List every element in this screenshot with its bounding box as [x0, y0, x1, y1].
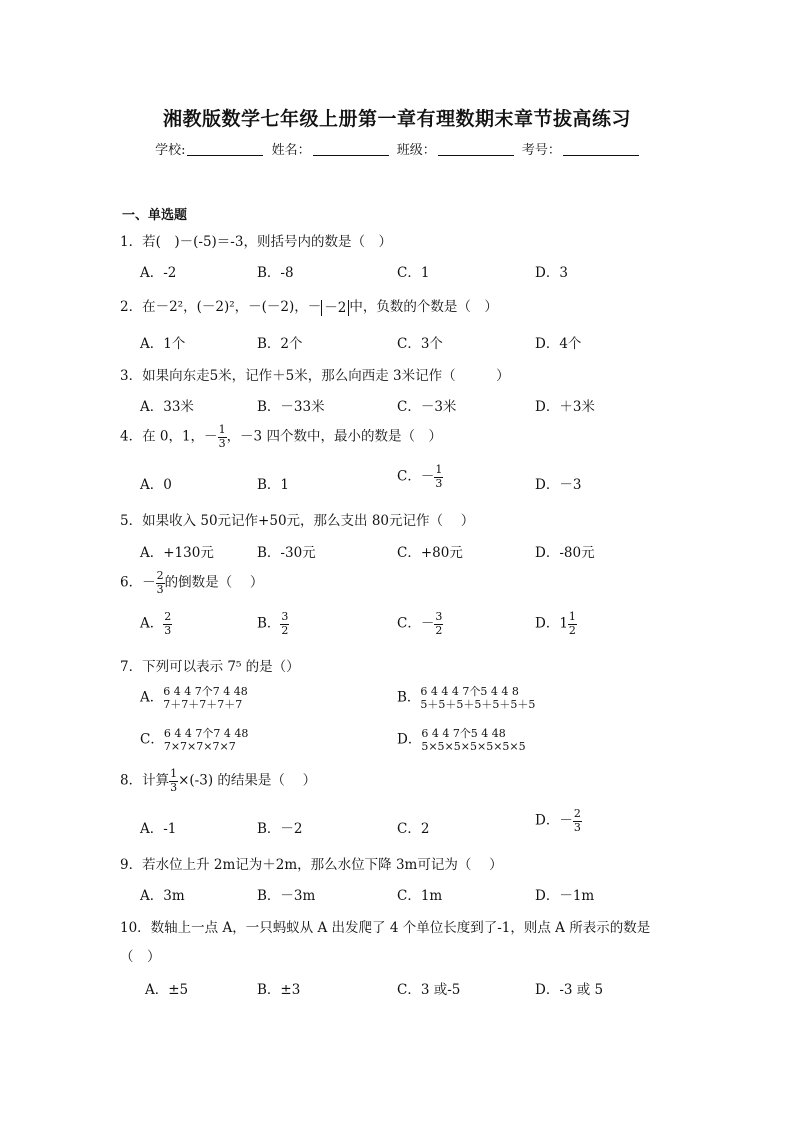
fraction: $\frac{2}{3}$ — [164, 610, 172, 637]
q8-option-c[interactable]: C．2 — [397, 821, 430, 837]
fraction: $\frac{2}{3}$ — [156, 569, 164, 596]
fraction: $\frac{2}{3}$ — [573, 807, 581, 834]
q1-option-a[interactable]: A．-2 — [140, 265, 177, 281]
question-8: 8．计算 $\frac{1}{3}$ ×(-3) 的结果是（ ） — [120, 767, 317, 794]
q6-option-a[interactable]: A． $\frac{2}{3}$ — [140, 610, 172, 637]
question-9: 9．若水位上升 2m记为＋2m，那么水位下降 3m可记为（ ） — [120, 857, 503, 873]
question-6: 6．－ $\frac{2}{3}$ 的倒数是（ ） — [120, 569, 264, 596]
q10-option-c[interactable]: C．3 或-5 — [397, 982, 461, 998]
q4-option-d[interactable]: D．－3 — [535, 477, 582, 493]
question-1: 1．若( )－(-5)＝-3，则括号内的数是（ ） — [120, 234, 392, 250]
student-info-row — [0, 139, 794, 158]
q7-option-c[interactable]: C． 6 4 4 7个7 4 48 7×7×7×7×7 — [140, 727, 249, 754]
question-2: 2．在－2²，(－2)²，－(－2)，－ －2 中，负数的个数是（ ） — [120, 299, 498, 316]
question-5: 5．如果收入 50元记作+50元，那么支出 80元记作（ ） — [120, 513, 475, 529]
q7-option-b[interactable]: B． 6 4 4 4 7个5 4 4 8 5＋5＋5＋5＋5＋5＋5 — [397, 685, 536, 712]
name-field[interactable]: 姓名： — [272, 139, 389, 158]
q3-option-d[interactable]: D．＋3米 — [535, 399, 595, 415]
q8-option-d[interactable]: D．－ $\frac{2}{3}$ — [535, 807, 581, 834]
question-10-paren: （ ） — [120, 949, 161, 965]
class-field[interactable]: 班级： — [397, 139, 514, 158]
brace-expression: 6 4 4 7个7 4 48 7＋7＋7＋7＋7 — [163, 685, 248, 712]
q6-option-c[interactable]: C．－ $\frac{3}{2}$ — [397, 610, 443, 637]
fraction: $\frac{1}{3}$ — [435, 463, 443, 490]
examno-blank[interactable] — [563, 142, 639, 156]
q6-option-b[interactable]: B． $\frac{3}{2}$ — [257, 610, 289, 637]
question-4: 4．在 0，1，－ $\frac{1}{3}$ ，－3 四个数中，最小的数是（ ） — [120, 423, 442, 450]
question-3: 3．如果向东走5米，记作＋5米，那么向西走 3米记作（ ） — [120, 368, 510, 384]
q9-option-d[interactable]: D．－1m — [535, 888, 595, 904]
class-blank[interactable] — [438, 142, 514, 156]
name-blank[interactable] — [313, 142, 389, 156]
brace-expression: 6 4 4 4 7个5 4 4 8 5＋5＋5＋5＋5＋5＋5 — [420, 685, 536, 712]
q5-option-c[interactable]: C．+80元 — [397, 545, 463, 561]
q10-option-b[interactable]: B．±3 — [257, 982, 301, 998]
q1-option-c[interactable]: C．1 — [397, 265, 430, 281]
q6-option-d[interactable]: D．1 $\frac{1}{2}$ — [535, 610, 576, 637]
q10-option-d[interactable]: D．-3 或 5 — [535, 982, 604, 998]
q2-option-a[interactable]: A．1个 — [140, 336, 186, 352]
brace-expression: 6 4 4 7个7 4 48 7×7×7×7×7 — [163, 727, 249, 754]
q8-option-a[interactable]: A．-1 — [140, 821, 177, 837]
q8-option-b[interactable]: B．－2 — [257, 821, 303, 837]
q3-option-a[interactable]: A．33米 — [140, 399, 194, 415]
q4-option-c[interactable]: C．－ $\frac{1}{3}$ — [397, 463, 443, 490]
q2-option-d[interactable]: D．4个 — [535, 336, 582, 352]
school-blank[interactable] — [187, 142, 263, 156]
question-7: 7．下列可以表示 7⁵ 的是（） — [120, 659, 300, 675]
examno-field[interactable]: 考号： — [522, 139, 639, 158]
fraction: $\frac{1}{3}$ — [218, 423, 226, 450]
q4-option-b[interactable]: B．1 — [257, 477, 290, 493]
q9-option-c[interactable]: C．1m — [397, 888, 443, 904]
q1-option-d[interactable]: D．3 — [535, 265, 568, 281]
q3-option-c[interactable]: C．－3米 — [397, 399, 457, 415]
q10-option-a[interactable]: A．±5 — [145, 982, 189, 998]
q3-option-b[interactable]: B．－33米 — [257, 399, 325, 415]
q9-option-a[interactable]: A．3m — [140, 888, 185, 904]
fraction: $\frac{3}{2}$ — [281, 610, 289, 637]
brace-expression: 6 4 4 7个5 4 48 5×5×5×5×5×5×5 — [421, 727, 526, 754]
fraction: $\frac{1}{3}$ — [170, 767, 178, 794]
q7-option-d[interactable]: D． 6 4 4 7个5 4 48 5×5×5×5×5×5×5 — [397, 727, 526, 754]
q1-option-b[interactable]: B．-8 — [257, 265, 294, 281]
q2-option-b[interactable]: B．2个 — [257, 336, 303, 352]
q5-option-d[interactable]: D．-80元 — [535, 545, 595, 561]
page-title: 湘教版数学七年级上册第一章有理数期末章节拔高练习 — [162, 108, 631, 130]
q5-option-a[interactable]: A．+130元 — [140, 545, 214, 561]
school-field[interactable]: 学校: — [155, 139, 263, 158]
q5-option-b[interactable]: B．-30元 — [257, 545, 316, 561]
section-heading: 一、单选题 — [122, 208, 188, 223]
absolute-value: －2 — [321, 300, 349, 316]
question-10: 10．数轴上一点 A，一只蚂蚁从 A 出发爬了 4 个单位长度到了-1，则点 A 所表示的数是 — [120, 920, 651, 936]
q9-option-b[interactable]: B．－3m — [257, 888, 316, 904]
q2-option-c[interactable]: C．3个 — [397, 336, 443, 352]
q7-option-a[interactable]: A． 6 4 4 7个7 4 48 7＋7＋7＋7＋7 — [140, 685, 248, 712]
q4-option-a[interactable]: A．0 — [140, 477, 172, 493]
fraction: $\frac{1}{2}$ — [568, 610, 576, 637]
fraction: $\frac{3}{2}$ — [435, 610, 443, 637]
